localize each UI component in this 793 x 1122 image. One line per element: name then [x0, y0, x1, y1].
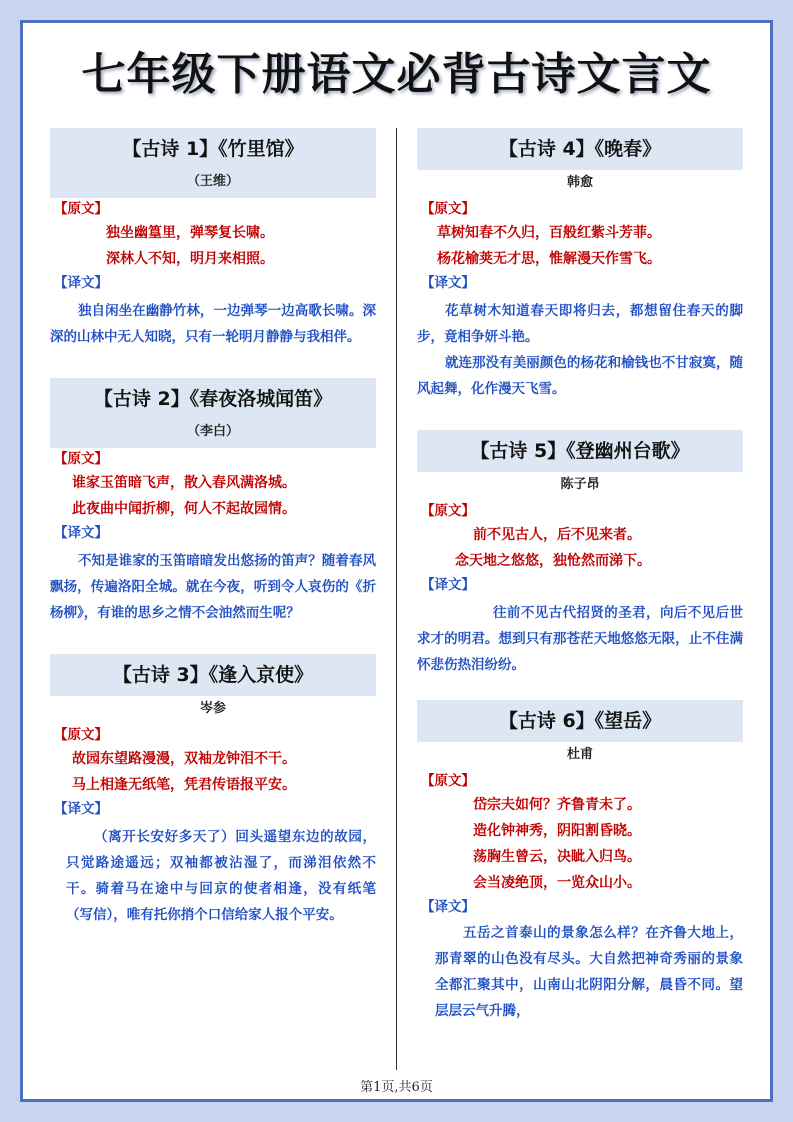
poem-line: 此夜曲中闻折柳，何人不起故园情。: [72, 501, 296, 517]
poem-5: [417, 430, 743, 678]
poem-line: 念天地之悠悠，独怆然而涕下。: [455, 553, 651, 569]
poem-line: 草树知春不久归，百般红紫斗芳菲。: [437, 225, 661, 241]
poem-line: 马上相逢无纸笔，凭君传语报平安。: [72, 777, 296, 793]
translation-paragraph: 不知是谁家的玉笛暗暗发出悠扬的笛声？随着春风飘扬，传遍洛阳全城。就在今夜，听到令人哀伤的《折杨柳》，有谁的思乡之情不会油然而生呢？: [50, 553, 376, 621]
poem-translation: [50, 820, 376, 928]
poem-heading: 【古诗 2】《春夜洛城闻笛》: [50, 378, 376, 420]
original-label: 【原文】: [54, 201, 108, 217]
poem-heading: 【古诗 3】《逢入京使》: [50, 654, 376, 696]
translation-paragraph: 花草树木知道春天即将归去，都想留住春天的脚步，竟相争妍斗艳。: [417, 303, 743, 345]
poem-author: 陈子昂: [560, 477, 600, 492]
poem-line: 故园东望路漫漫，双袖龙钟泪不干。: [72, 751, 296, 767]
poem-translation: [50, 544, 376, 626]
poem-author: 韩愈: [566, 175, 593, 190]
translation-paragraph: 五岳之首泰山的景象怎么样？在齐鲁大地上，那青翠的山色没有尽头。大自然把神奇秀丽的景象全都汇聚其中，山南山北阴阳分解，晨昏不同。望层层云气升腾，: [435, 925, 743, 1019]
poem-1: [50, 128, 376, 350]
poem-line: 造化钟神秀，阴阳割昏晓。: [473, 823, 641, 839]
left-column: [50, 128, 376, 928]
poem-author: 岑参: [199, 701, 226, 716]
poem-line: 会当凌绝顶，一览众山小。: [473, 875, 641, 891]
poem-line: 前不见古人，后不见来者。: [473, 527, 641, 543]
translation-label: 【译文】: [421, 275, 475, 291]
poem-heading: 【古诗 4】《晚春》: [417, 128, 743, 170]
poem-line: 深林人不知，明月来相照。: [106, 251, 274, 267]
poem-translation: [417, 918, 743, 1024]
original-label: 【原文】: [54, 727, 108, 743]
poem-translation: [417, 596, 743, 678]
poem-translation: [417, 294, 743, 402]
original-label: 【原文】: [421, 201, 475, 217]
poem-line: 独坐幽篁里，弹琴复长啸。: [106, 225, 274, 241]
translation-label: 【译文】: [421, 899, 475, 915]
original-label: 【原文】: [54, 451, 108, 467]
poem-author: （李白）: [50, 420, 376, 448]
poem-author: （王维）: [50, 170, 376, 198]
poem-4: [417, 128, 743, 402]
poem-author: 杜甫: [566, 747, 593, 762]
right-column: [417, 128, 743, 1024]
poem-line: 谁家玉笛暗飞声，散入春风满洛城。: [72, 475, 296, 491]
page-title: 七年级下册语文必背古诗文言文: [81, 49, 712, 100]
poem-2: [50, 378, 376, 626]
translation-label: 【译文】: [54, 801, 108, 817]
translation-paragraph: （离开长安好多天了）回头遥望东边的故园，只觉路途遥远；双袖都被沾湿了，而涕泪依然不干。骑着马在途中与回京的使者相逢，没有纸笔（写信），唯有托你捎个口信给家人报个平安。: [66, 829, 376, 923]
page-footer: 第1页,共6页: [360, 1080, 433, 1095]
translation-label: 【译文】: [54, 275, 108, 291]
original-label: 【原文】: [421, 503, 475, 519]
poem-line: 岱宗夫如何？齐鲁青未了。: [473, 797, 641, 813]
translation-paragraph: 往前不见古代招贤的圣君，向后不见后世求才的明君。想到只有那苍茫天地悠悠无限，止不住满怀悲伤热泪纷纷。: [417, 605, 743, 673]
poem-3: [50, 654, 376, 928]
poem-heading: 【古诗 5】《登幽州台歌》: [417, 430, 743, 472]
original-label: 【原文】: [421, 773, 475, 789]
translation-paragraph: 就连那没有美丽颜色的杨花和榆钱也不甘寂寞，随风起舞，化作漫天飞雪。: [417, 355, 743, 397]
poem-line: 杨花榆荚无才思，惟解漫天作雪飞。: [437, 251, 661, 267]
poem-heading: 【古诗 6】《望岳》: [417, 700, 743, 742]
translation-label: 【译文】: [421, 577, 475, 593]
translation-label: 【译文】: [54, 525, 108, 541]
poem-6: [417, 700, 743, 1024]
poem-line: 荡胸生曾云，决眦入归鸟。: [473, 849, 641, 865]
poem-heading: 【古诗 1】《竹里馆》: [50, 128, 376, 170]
translation-paragraph: 独自闲坐在幽静竹林，一边弹琴一边高歌长啸。深深的山林中无人知晓，只有一轮明月静静与我相伴。: [50, 303, 376, 345]
column-divider: [396, 128, 397, 1070]
poem-translation: [50, 294, 376, 350]
